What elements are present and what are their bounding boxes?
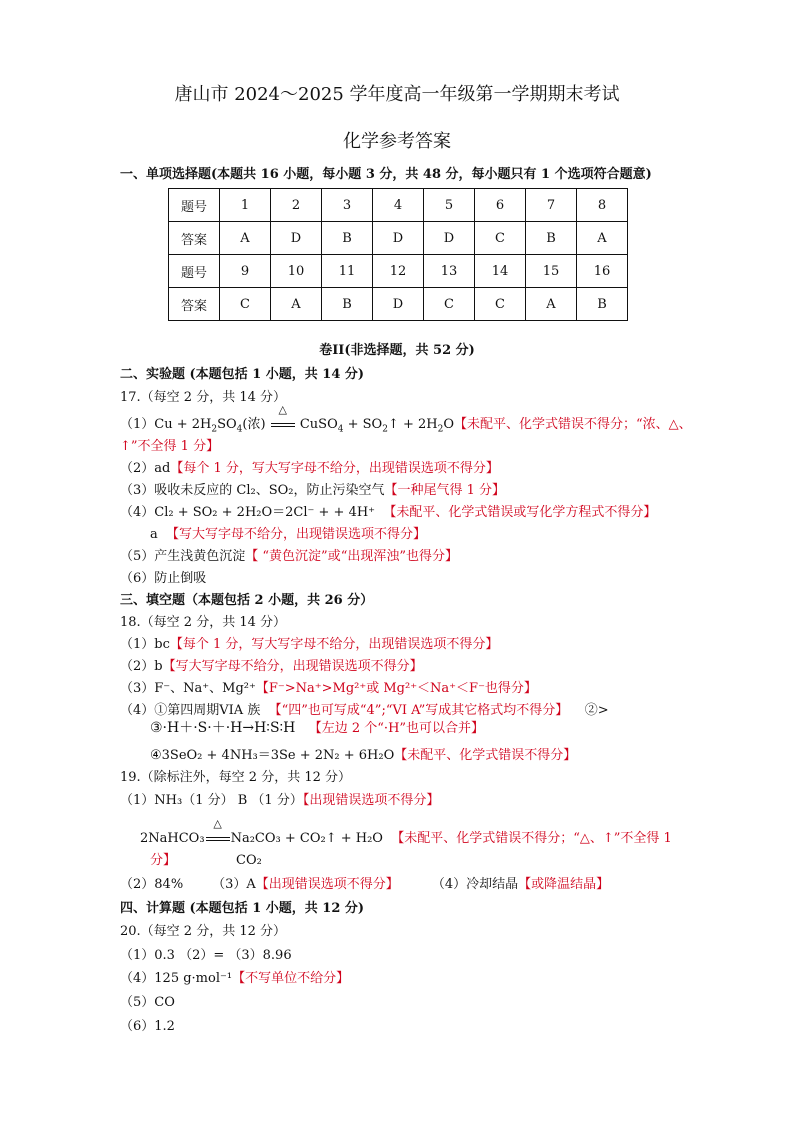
table-cell: C xyxy=(475,288,526,321)
table-cell: 10 xyxy=(271,255,322,288)
row-label: 题号 xyxy=(169,189,220,222)
table-cell: 8 xyxy=(577,189,628,222)
a2-note: 【每个 1 分，写大写字母不给分，出现错误选项不得分】 xyxy=(170,461,499,476)
a1-post2: + SO xyxy=(343,417,383,432)
table-cell: 9 xyxy=(220,255,271,288)
heat-equal-sign-2 xyxy=(205,817,231,846)
c4-note: 【或降温结晶】 xyxy=(518,877,610,892)
table-cell: 2 xyxy=(271,189,322,222)
q17-a3 xyxy=(120,479,505,498)
table-cell: 1 xyxy=(220,189,271,222)
q18-b4 xyxy=(120,699,609,718)
a1-pre: （1）Cu + 2H xyxy=(120,417,212,432)
b4-2-text: ②> xyxy=(584,703,609,718)
table-cell: A xyxy=(526,288,577,321)
q17-a5 xyxy=(120,545,458,564)
a4-text: （4）Cl₂ + SO₂ + 2H₂O＝2Cl⁻ + + 4H⁺ xyxy=(120,505,376,520)
a5-note: 【 “黄色沉淀”或“出现浑浊”也得分】 xyxy=(245,549,458,564)
q20-d6: （6）1.2 xyxy=(120,1019,175,1034)
a4b-text: a xyxy=(150,527,158,542)
table-cell: B xyxy=(577,288,628,321)
table-cell: D xyxy=(271,222,322,255)
table-cell: 6 xyxy=(475,189,526,222)
table-cell: A xyxy=(577,222,628,255)
q20-d1: （1）0.3 （2）= （3）8.96 xyxy=(120,948,292,963)
c2-text: （2）84% xyxy=(120,877,184,892)
b4-3-text: ③·H＋·S·＋·H→H∶S∶H xyxy=(150,720,296,736)
table-cell: 7 xyxy=(526,189,577,222)
heat-icon: △ xyxy=(278,403,287,416)
a1-note-cont: ↑”不全得 1 分】 xyxy=(120,439,220,454)
q17-a2 xyxy=(120,457,499,476)
row-label: 答案 xyxy=(169,288,220,321)
heat-equal-sign xyxy=(270,403,296,432)
c1b-post: Na₂CO₃ + CO₂↑ + H₂O xyxy=(230,831,383,846)
q17-a4b xyxy=(150,523,426,542)
q19-header: 19.（除标注外，每空 2 分，共 12 分） xyxy=(120,770,352,785)
c1b-note: 【未配平、化学式错误不得分；“△、↑”不全得 1 xyxy=(391,831,672,846)
b4-4-note: 【未配平、化学式错误不得分】 xyxy=(394,748,577,763)
a1-post4: O xyxy=(443,417,455,432)
table-cell: A xyxy=(220,222,271,255)
q19-c1b xyxy=(140,817,672,846)
q18-b4-4 xyxy=(150,744,576,763)
table-cell: D xyxy=(424,222,475,255)
q19-c1b-cont xyxy=(150,849,262,868)
a1-conc: (浓) xyxy=(242,417,266,432)
c1b-pre: 2NaHCO₃ xyxy=(140,831,205,846)
table-cell: 4 xyxy=(373,189,424,222)
q17-header: 17.（每空 2 分，共 14 分） xyxy=(120,390,287,405)
q18-b2 xyxy=(120,655,423,674)
q19-c2-c4 xyxy=(120,873,609,892)
sec4-heading: 四、计算题 (本题包括 1 小题，共 12 分) xyxy=(120,901,365,916)
a5-text: （5）产生浅黄色沉淀 xyxy=(120,549,246,564)
c1b-co2: CO₂ xyxy=(236,853,262,868)
table-row xyxy=(169,189,628,222)
c1b-note-cont: 分】 xyxy=(150,853,177,868)
d4-text: （4）125 g·mol⁻¹ xyxy=(120,971,233,986)
b4-note: 【“四”也可写成“4”;“VI A”写成其它格式均不得分】 xyxy=(268,703,569,718)
answer-key-title: 化学参考答案 xyxy=(343,131,451,152)
row-label: 题号 xyxy=(169,255,220,288)
q20-d4 xyxy=(120,967,349,986)
table-cell: 14 xyxy=(475,255,526,288)
a1-mid: SO xyxy=(217,417,237,432)
exam-title: 唐山市 2024～2025 学年度高一年级第一学期期末考试 xyxy=(174,84,620,105)
table-cell: 12 xyxy=(373,255,424,288)
part2-title: 卷II(非选择题，共 52 分) xyxy=(319,343,475,358)
a1-post3: ↑ + 2H xyxy=(387,417,438,432)
table-row xyxy=(169,288,628,321)
b3-text: （3）F⁻、Na⁺、Mg²⁺ xyxy=(120,681,256,696)
q18-b1 xyxy=(120,633,498,652)
table-row xyxy=(169,222,628,255)
b1-text: （1）bc xyxy=(120,637,170,652)
q20-header: 20.（每空 2 分，共 12 分） xyxy=(120,924,287,939)
q18-header: 18.（每空 2 分，共 14 分） xyxy=(120,615,287,630)
b2-text: （2）b xyxy=(120,659,163,674)
b2-note: 【写大写字母不给分，出现错误选项不得分】 xyxy=(162,659,423,674)
answer-table xyxy=(168,188,628,321)
table-cell: 16 xyxy=(577,255,628,288)
table-cell: B xyxy=(322,222,373,255)
row-label: 答案 xyxy=(169,222,220,255)
a1-note: 【未配平、化学式错误不得分；“浓、△、 xyxy=(454,417,692,432)
table-cell: B xyxy=(526,222,577,255)
table-cell: C xyxy=(220,288,271,321)
d4-note: 【不写单位不给分】 xyxy=(232,971,350,986)
a2-text: （2）ad xyxy=(120,461,171,476)
table-cell: D xyxy=(373,222,424,255)
q19-c1 xyxy=(120,789,439,808)
q18-b3 xyxy=(120,677,537,696)
a3-note: 【一种尾气得 1 分】 xyxy=(384,483,506,498)
heat-icon-2: △ xyxy=(213,817,222,830)
b3-note: 【F⁻>Na⁺>Mg²⁺或 Mg²⁺＜Na⁺＜F⁻也得分】 xyxy=(255,681,537,696)
table-cell: A xyxy=(271,288,322,321)
table-cell: D xyxy=(373,288,424,321)
table-cell: C xyxy=(424,288,475,321)
table-cell: 13 xyxy=(424,255,475,288)
q17-a4 xyxy=(120,501,656,520)
table-cell: 3 xyxy=(322,189,373,222)
table-cell: 11 xyxy=(322,255,373,288)
q17-a6: （6）防止倒吸 xyxy=(120,571,207,586)
c1-text: （1）NH₃（1 分） B （1 分） xyxy=(120,793,303,808)
q18-b4-3 xyxy=(150,717,484,737)
sec2-heading: 二、实验题 (本题包括 1 小题，共 14 分) xyxy=(120,367,365,382)
q20-d5: （5）CO xyxy=(120,995,175,1010)
c3-text: （3）A xyxy=(212,877,256,892)
a1-post1: CuSO xyxy=(299,417,338,432)
b1-note: 【每个 1 分，写大写字母不给分，出现错误选项不得分】 xyxy=(169,637,499,652)
a3-text: （3）吸收未反应的 Cl₂、SO₂，防止污染空气 xyxy=(120,483,385,498)
b4-4-text: ④3SeO₂ + 4NH₃＝3Se + 2N₂ + 6H₂O xyxy=(150,748,395,763)
q17-a1: $(1)Cu + 2H_2SO_4$(浓) △ CuSO$_4$ + $SO_2↑ + 2H_2O$【未配平、化学式错误不得分；“浓、△、 xyxy=(120,403,692,435)
table-cell: B xyxy=(322,288,373,321)
table-cell: C xyxy=(475,222,526,255)
b4-3-note: 【左边 2 个“·H”也可以合并】 xyxy=(308,721,485,736)
table-cell: 15 xyxy=(526,255,577,288)
a4b-note: 【写大写字母不给分，出现错误选项不得分】 xyxy=(166,527,427,542)
c3-note: 【出现错误选项不得分】 xyxy=(255,877,399,892)
c1-note: 【出现错误选项不得分】 xyxy=(302,793,440,808)
table-cell: 5 xyxy=(424,189,475,222)
sec3-heading: 三、填空题（本题包括 2 小题，共 26 分） xyxy=(120,593,374,608)
c4-text: （4）冷却结晶 xyxy=(431,877,519,892)
part1-heading: 一、单项选择题(本题共 16 小题，每小题 3 分，共 48 分，每小题只有 1 个选项符合题意) xyxy=(120,167,652,182)
a4-note: 【未配平、化学式错误或写化学方程式不得分】 xyxy=(383,505,657,520)
b4-text: （4）①第四周期VIA 族 xyxy=(120,703,261,718)
table-row xyxy=(169,255,628,288)
